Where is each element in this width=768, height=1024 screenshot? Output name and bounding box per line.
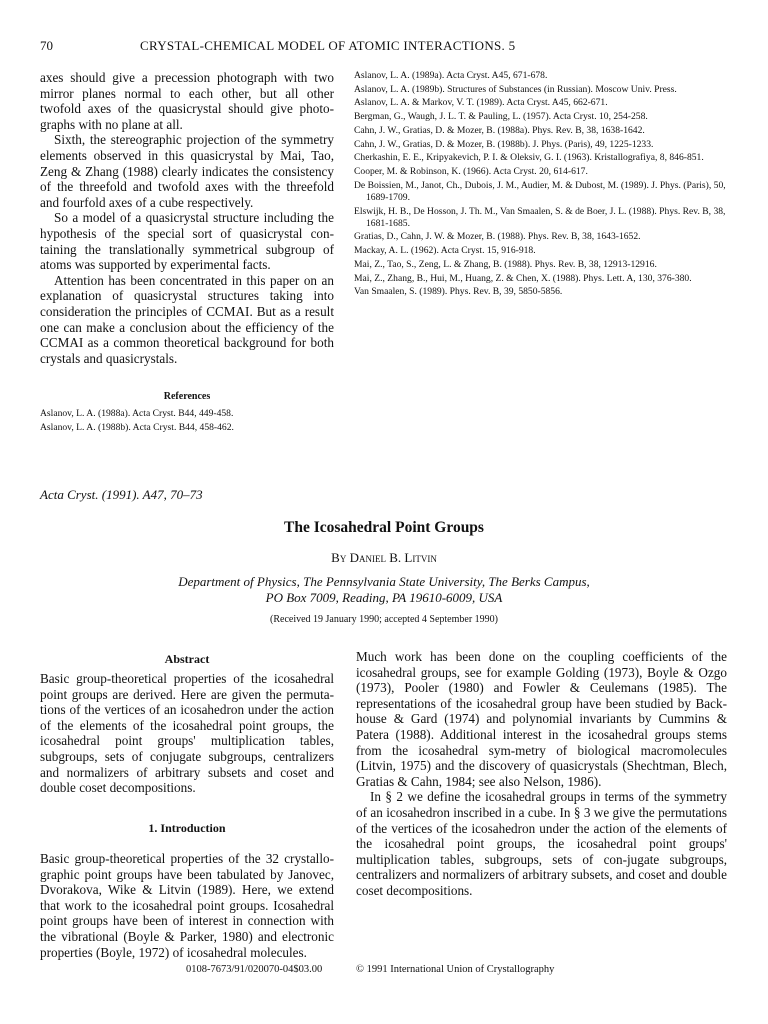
reference-item: Mai, Z., Tao, S., Zeng, L. & Zhang, B. (1988). Phys. Rev. B, 38, 12913-12916. (354, 258, 657, 270)
intro-paragraph: Much work has been done on the coupling coefficients of the icosahedral groups, see for example Golding (1973), Boyle & Ozgo (1973), Pooler (1980) and Fowler & Ceulemans (1985). The representations of the icosahedral group have been studied by Back-house & Gard (1974) and polynomial invariants by Cummins & Patera (1988). Additional interest in the icosahedral groups stems from the icosahedral sym-metry of biological macromolecules (Litvin, 1975) and the discovery of quasicrystals (Shechtman, Blech, Gratias & Cahn, 1984; see also Nelson, 1986). (356, 649, 727, 789)
article-citation: Acta Cryst. (1991). A47, 70–73 (40, 487, 203, 502)
intro-paragraph: In § 2 we define the icosahedral groups in terms of the symmetry of an icosahedron inscribed in a cube. In § 3 we give the permutations of the vertices of the icosahedron under the action of the elements of the icosahedral point groups, the icosahedral point groups' multiplication tables, subgroups, sets of con-jugate subgroups, centralizers and normalizers of arbitrary subsets, and coset and double coset decompositions. (356, 789, 727, 898)
reference-item: Gratias, D., Cahn, J. W. & Mozer, B. (1988). Phys. Rev. B, 38, 1643-1652. (354, 231, 641, 243)
reference-item: Aslanov, L. A. (1989a). Acta Cryst. A45, 671-678. (354, 70, 548, 81)
footer-copyright: © 1991 International Union of Crystallography (356, 964, 555, 975)
introduction-right-text (356, 649, 727, 899)
reference-item: Aslanov, L. A. (1988b). Acta Cryst. B44, 458-462. (40, 421, 234, 433)
reference-item: Cherkashin, E. E., Kripyakevich, P. I. & Oleksiv, G. I. (1963). Kristallografiya, 8, 846-851. (354, 152, 704, 164)
received-dates: (Received 19 January 1990; accepted 4 September 1990) (270, 614, 498, 625)
references-heading: References (163, 391, 211, 402)
reference-item: Aslanov, L. A. (1989b). Structures of Substances (in Russian). Moscow Univ. Press. (354, 83, 677, 95)
author-affiliation (0, 574, 768, 606)
prev-paragraph: So a model of a quasicrystal structure including the hypothesis of the special sort of quasicrystal con-taining the translationally symmetrical subgroup of atoms was supported by experimental facts. (40, 210, 334, 273)
reference-item: Cahn, J. W., Gratias, D. & Mozer, B. (1988b). J. Phys. (Paris), 49, 1225-1233. (354, 138, 654, 150)
abstract-text: Basic group-theoretical properties of the icosahedral point groups are derived. Here are given the permuta-tions of the vertices of an icosahedron under the action of the elements of the icosahedral point groups, the icosahedral point groups' multiplication tables, subgroups, sets of conjugate subgroups, centralizers and normalizers of arbitrary subsets and coset and double coset decompositions. (40, 671, 334, 796)
reference-item: Aslanov, L. A. (1988a). Acta Cryst. B44, 449-458. (40, 408, 234, 419)
affiliation-line: PO Box 7009, Reading, PA 19610-6009, USA (265, 590, 503, 605)
article-title: The Icosahedral Point Groups (284, 519, 484, 536)
prev-paragraph: Sixth, the stereographic projection of the symmetry elements observed in this quasicrystal by Mai, Tao, Zeng & Zhang (1988) clearly indicates the consistency of the threefold and twofold axes with the threefold and fourfold axes of a cube respectively. (40, 132, 334, 210)
reference-item: Cahn, J. W., Gratias, D. & Mozer, B. (1988a). Phys. Rev. B, 38, 1638-1642. (354, 124, 645, 136)
prev-article-body (40, 70, 334, 366)
reference-item: Van Smaalen, S. (1989). Phys. Rev. B, 39, 5850-5856. (354, 286, 563, 298)
reference-item: Mackay, A. L. (1962). Acta Cryst. 15, 916-918. (354, 245, 536, 257)
author-byline: By Daniel B. Litvin (331, 550, 437, 565)
reference-item: Aslanov, L. A. & Markov, V. T. (1989). Acta Cryst. A45, 662-671. (354, 97, 608, 109)
introduction-heading: 1. Introduction (148, 821, 226, 835)
reference-item: Elswijk, H. B., De Hosson, J. Th. M., Van Smaalen, S. & de Boer, J. L. (1988). Phys. Rev. B, 38, 1681-1685. (354, 205, 726, 229)
abstract-heading: Abstract (164, 652, 210, 666)
prev-paragraph: axes should give a precession photograph with two mirror planes normal to each other, but all other twofold axes of the quasicrystal should give photo-graphs with no plane at all. (40, 70, 334, 132)
reference-item: Bergman, G., Waugh, J. L. T. & Pauling, L. (1957). Acta Cryst. 10, 254-258. (354, 111, 648, 123)
reference-item: De Boissien, M., Janot, Ch., Dubois, J. M., Audier, M. & Dubost, M. (1989). J. Phys. (Paris), 50, 1689-1709. (354, 179, 726, 203)
references-right (354, 70, 726, 300)
introduction-left-text: Basic group-theoretical properties of the 32 crystallo-graphic point groups have been tabulated by Janovec, Dvorakova, Wike & Litvin (1989). Here, we extend that work to the icosahedral point groups. Icosahedral point groups have been of interest in connection with the vibrational (Boyle & Parker, 1980) and electronic properties (Boyle, 1972) of icosahedral molecules. (40, 851, 334, 960)
reference-item: Cooper, M. & Robinson, K. (1966). Acta Cryst. 20, 614-617. (354, 165, 588, 177)
prev-paragraph: Attention has been concentrated in this paper on an explanation of quasicrystal structures taking into consideration the principles of CCMAI. But as a result one can make a conclusion about the efficiency of the CCMAI as a common theoretical background for both crystals and quasicrystals. (40, 272, 334, 366)
footer-code: 0108-7673/91/020070-04$03.00 (186, 964, 323, 975)
references-left (40, 408, 334, 435)
page-number: 70 (40, 38, 53, 53)
affiliation-line: Department of Physics, The Pennsylvania State University, The Berks Campus, (178, 574, 590, 589)
reference-item: Mai, Z., Zhang, B., Hui, M., Huang, Z. & Chen, X. (1988). Phys. Lett. A, 130, 376-380. (354, 272, 692, 284)
running-head-title: CRYSTAL-CHEMICAL MODEL OF ATOMIC INTERACTIONS. 5 (140, 38, 516, 53)
